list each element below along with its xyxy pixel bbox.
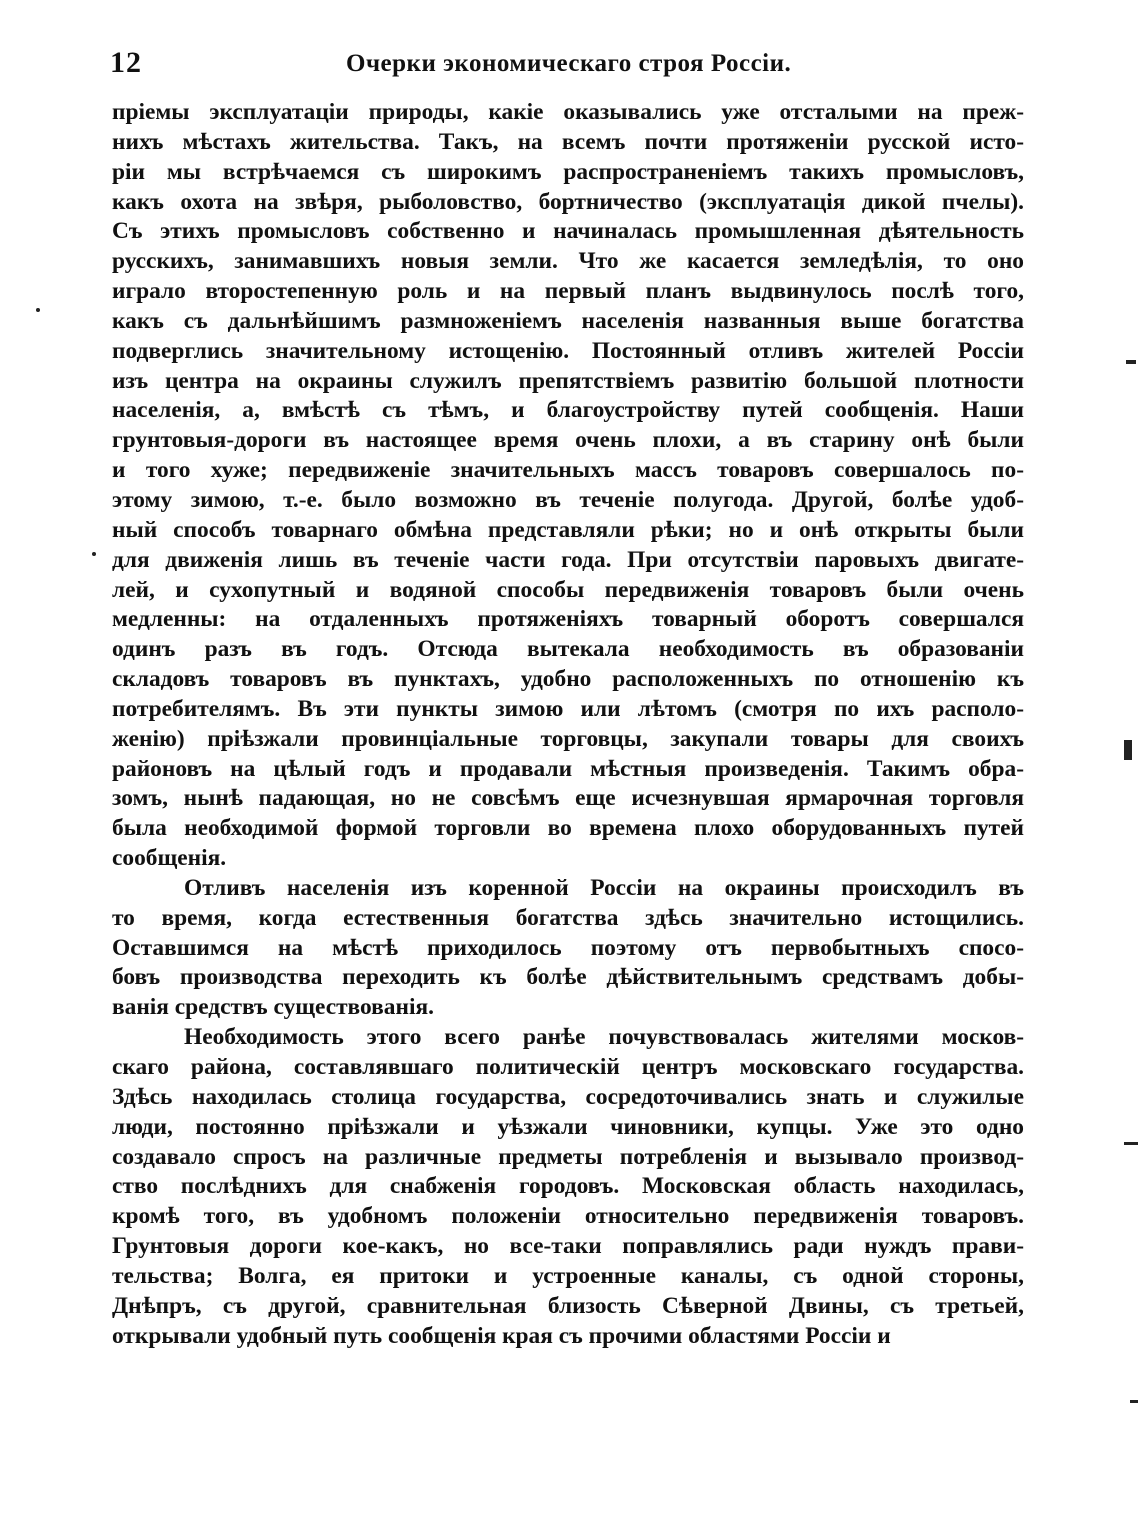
scan-mark [1130,1400,1138,1403]
paragraph [112,98,1024,874]
text-line: изъ центра на окраины служилъ препятствіемъ развитію большой плотности [112,367,1024,394]
text-line: ванія средствъ существованія. [112,994,434,1021]
text-line: какъ съ дальнѣйшимъ размноженіемъ населенія названныя выше богатства [112,307,1024,334]
text-line: ный способъ товарнаго обмѣна представляли рѣки; но и онѣ открыты были [112,516,1024,543]
text-line: скаго района, составлявшаго политическій центръ московскаго государства. [112,1054,1024,1080]
text-line: Необходимость этого всего ранѣе почувствовалась жителями москов- [184,1024,1024,1051]
text-line: бовъ производства переходить къ болѣе дѣйствительнымъ средствамъ добы- [112,964,1024,991]
text-line: кромѣ того, въ удобномъ положеніи относительно передвиженія товаровъ. [112,1203,1024,1230]
text-line: районовъ на цѣлый годъ и продавали мѣстныя произведенія. Такимъ обра- [112,755,1024,782]
text-line: люди, постоянно пріѣзжали и уѣзжали чиновники, купцы. Уже это одно [112,1113,1024,1140]
scan-mark [36,308,40,312]
text-line: Съ этихъ промысловъ собственно и начиналась промышленная дѣятельность [112,218,1024,245]
text-line: населенія, а, вмѣстѣ съ тѣмъ, и благоустройству путей сообщенія. Наши [112,397,1024,424]
text-line: играло второстепенную роль и на первый планъ выдвинулось послѣ того, [112,278,1024,305]
text-line: сообщенія. [112,845,227,872]
text-line: ство послѣднихъ для снабженія городовъ. Московская область находилась, [112,1173,1024,1200]
text-line: Грунтовыя дороги кое-какъ, но все-таки поправлялись ради нуждъ прави- [112,1233,1024,1260]
scan-mark [1124,1142,1138,1145]
text-line: пріемы эксплуатаціи природы, какіе оказывались уже отсталыми на преж- [112,99,1024,125]
text-line: грунтовыя-дороги въ настоящее время очень плохи, а въ старину онѣ были [112,427,1024,454]
text-line: для движенія лишь въ теченіе части года. При отсутствіи паровыхъ двигате- [112,546,1024,573]
scan-mark [92,552,96,556]
text-line: создавало спросъ на различные предметы потребленія и вызывало производ- [112,1143,1024,1170]
scan-mark [1124,740,1132,760]
text-line: этому зимою, т.-е. было возможно въ теченіе полугода. Другой, болѣе удоб- [112,486,1024,513]
text-line: была необходимой формой торговли во времена плохо оборудованныхъ путей [112,815,1024,842]
text-line: одинъ разъ въ годъ. Отсюда вытекала необходимость въ образованіи [112,636,1024,663]
text-line: женію) пріѣзжали провинціальные торговцы, закупали товары для своихъ [112,725,1024,752]
text-line: и того хуже; передвиженіе значительныхъ массъ товаровъ совершалось по- [112,457,1024,484]
page-header [110,46,1030,86]
paragraph [112,1023,1024,1351]
text-line: потребителямъ. Въ эти пункты зимою или лѣтомъ (смотря по ихъ располо- [112,695,1024,722]
text-line: подверглись значительному истощенію. Постоянный отливъ жителей Россіи [112,337,1024,364]
text-line: то время, когда естественныя богатства здѣсь значительно истощились. [112,904,1024,931]
paragraph [112,874,1024,1023]
text-line: тельства; Волга, ея притоки и устроенные каналы, съ одной стороны, [112,1262,1024,1289]
text-line: складовъ товаровъ въ пунктахъ, удобно расположенныхъ по отношенію къ [112,666,1024,693]
text-line: зомъ, нынѣ падающая, но не совсѣмъ еще исчезнувшая ярмарочная торговля [112,785,1024,812]
text-line: Отливъ населенія изъ коренной Россіи на окраины происходилъ въ [184,874,1024,901]
text-line: медленны: на отдаленныхъ протяженіяхъ товарный оборотъ совершался [112,606,1024,633]
body-text [112,98,1024,1351]
text-line: ріи мы встрѣчаемся съ широкимъ распространеніемъ такихъ промысловъ, [112,158,1024,185]
text-line: нихъ мѣстахъ жительства. Такъ, на всемъ почти протяженіи русской исто- [112,128,1024,155]
text-line: русскихъ, занимавшихъ новыя земли. Что же касается земледѣлія, то оно [112,248,1024,275]
text-line: Днѣпръ, съ другой, сравнительная близость Сѣверной Двины, съ третьей, [112,1292,1024,1319]
text-line: Оставшимся на мѣстѣ приходилось поэтому отъ первобытныхъ спосо- [112,934,1024,961]
text-line: лей, и сухопутный и водяной способы передвиженія товаровъ были очень [112,576,1024,603]
text-line: какъ охота на звѣря, рыболовство, бортничество (эксплуатація дикой пчелы). [112,188,1024,215]
running-title: Очерки экономическаго строя Россіи. [346,50,792,77]
text-line: Здѣсь находилась столица государства, сосредоточивались знать и служилые [112,1083,1024,1110]
scan-mark [1126,360,1136,364]
page-number: 12 [110,46,142,79]
text-line: открывали удобный путь сообщенія края съ прочими областями Россіи и [112,1322,891,1349]
